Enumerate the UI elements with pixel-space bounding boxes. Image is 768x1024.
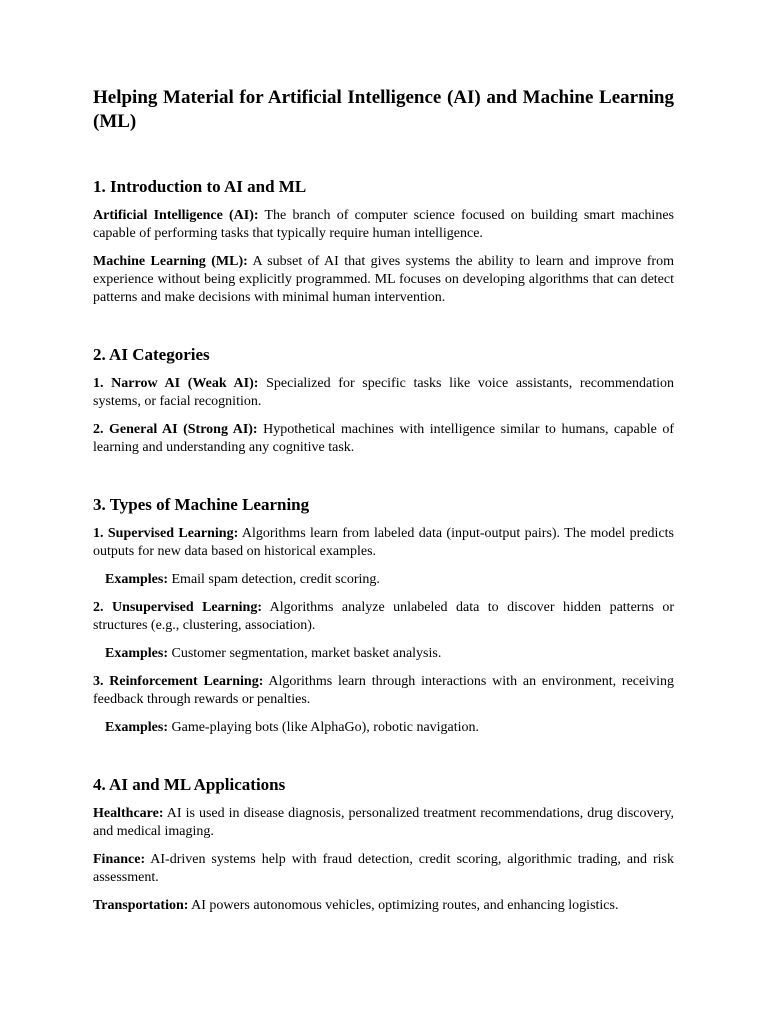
paragraph-text: Specialized for specific tasks like voice assistants, recommendation systems, or facial recognition. [93,376,674,409]
section-heading: 1. Introduction to AI and ML [93,177,307,196]
paragraph-text: AI is used in disease diagnosis, personalized treatment recommendations, drug discovery, and medical imaging. [93,806,674,839]
term-label: 2. Unsupervised Learning: [93,600,262,615]
paragraph-text: Game-playing bots (like AlphaGo), robotic navigation. [168,720,480,735]
term-label: Healthcare: [93,806,164,821]
paragraph-examples [93,571,674,589]
paragraph-supervised [93,525,674,561]
paragraph-text: AI-driven systems help with fraud detection, credit scoring, algorithmic trading, and risk assessment. [93,852,674,885]
paragraph-general-ai [93,421,674,457]
term-label: Transportation: [93,898,189,913]
paragraph-narrow-ai [93,375,674,411]
paragraph-finance [93,851,674,887]
paragraph-reinforcement [93,673,674,709]
term-label: 2. General AI (Strong AI): [93,422,258,437]
term-label: 1. Narrow AI (Weak AI): [93,376,259,391]
paragraph-text: The branch of computer science focused on building smart machines capable of performing tasks that typically require human intelligence. [93,208,674,241]
section-heading: 2. AI Categories [93,345,210,364]
paragraph-text: Algorithms analyze unlabeled data to discover hidden patterns or structures (e.g., clustering, association). [93,600,675,633]
paragraph-transportation [93,897,674,915]
section-ai-categories [93,344,674,457]
term-label: Examples: [105,646,168,661]
section-ml-types [93,494,674,737]
paragraph-ml-definition [93,253,674,307]
term-label: Artificial Intelligence (AI): [93,208,259,223]
section-introduction [93,176,674,307]
section-heading: 4. AI and ML Applications [93,775,286,794]
term-label: Machine Learning (ML): [93,254,248,269]
paragraph-text: Algorithms learn from labeled data (input-output pairs). The model predicts outputs for new data based on historical examples. [93,526,674,559]
term-label: Examples: [105,572,168,587]
document-title: Helping Material for Artificial Intelligence (AI) and Machine Learning (ML) [93,87,674,132]
term-label: Finance: [93,852,146,867]
paragraph-text: A subset of AI that gives systems the ability to learn and improve from experience without being explicitly programmed. ML focuses on developing algorithms that can detect patterns and make decisions with minimal human intervention. [93,254,674,305]
section-heading: 3. Types of Machine Learning [93,495,310,514]
paragraph-text: Algorithms learn through interactions with an environment, receiving feedback through rewards or penalties. [93,674,675,707]
paragraph-text: Hypothetical machines with intelligence similar to humans, capable of learning and understanding any cognitive task. [93,422,674,455]
paragraph-ai-definition [93,207,674,243]
document-page [93,86,674,915]
paragraph-examples [93,719,674,737]
term-label: 1. Supervised Learning: [93,526,239,541]
paragraph-examples [93,645,674,663]
term-label: Examples: [105,720,168,735]
paragraph-healthcare [93,805,674,841]
paragraph-unsupervised [93,599,674,635]
paragraph-text: Customer segmentation, market basket analysis. [168,646,442,661]
term-label: 3. Reinforcement Learning: [93,674,264,689]
section-applications [93,774,674,915]
paragraph-text: AI powers autonomous vehicles, optimizing routes, and enhancing logistics. [188,898,619,913]
paragraph-text: Email spam detection, credit scoring. [168,572,380,587]
